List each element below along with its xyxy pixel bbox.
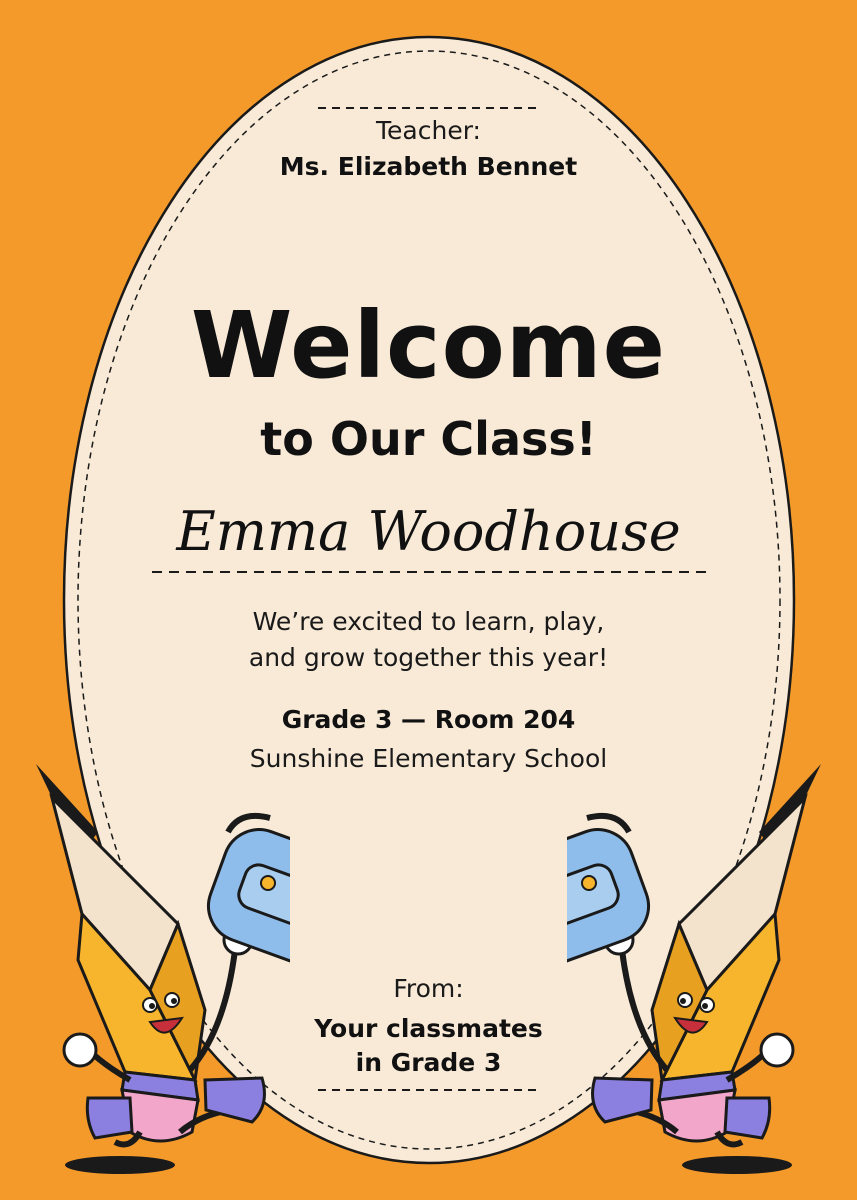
shadow — [682, 1156, 792, 1174]
sender-line-2: in Grade 3 — [355, 1048, 502, 1077]
pencil-character-left — [0, 760, 290, 1180]
message-line-1: We’re excited to learn, play, — [252, 607, 605, 636]
student-name: Emma Woodhouse — [176, 500, 681, 563]
teacher-name: Ms. Elizabeth Bennet — [279, 152, 578, 181]
school-name: Sunshine Elementary School — [249, 744, 608, 773]
pencil-character-right — [567, 760, 857, 1180]
teacher-label: Teacher: — [376, 116, 481, 145]
pencil-icon — [36, 764, 205, 1141]
shadow — [65, 1156, 175, 1174]
shoe-icon — [87, 1098, 132, 1138]
shoe-icon — [725, 1098, 770, 1138]
sender-line-1: Your classmates — [314, 1014, 543, 1043]
from-label: From: — [393, 974, 464, 1003]
grade-room: Grade 3 — Room 204 — [281, 705, 576, 734]
welcome-title: Welcome — [190, 292, 667, 399]
pencil-icon — [652, 764, 821, 1141]
message-line-2: and grow together this year! — [248, 643, 609, 672]
welcome-subtitle: to Our Class! — [260, 412, 597, 466]
